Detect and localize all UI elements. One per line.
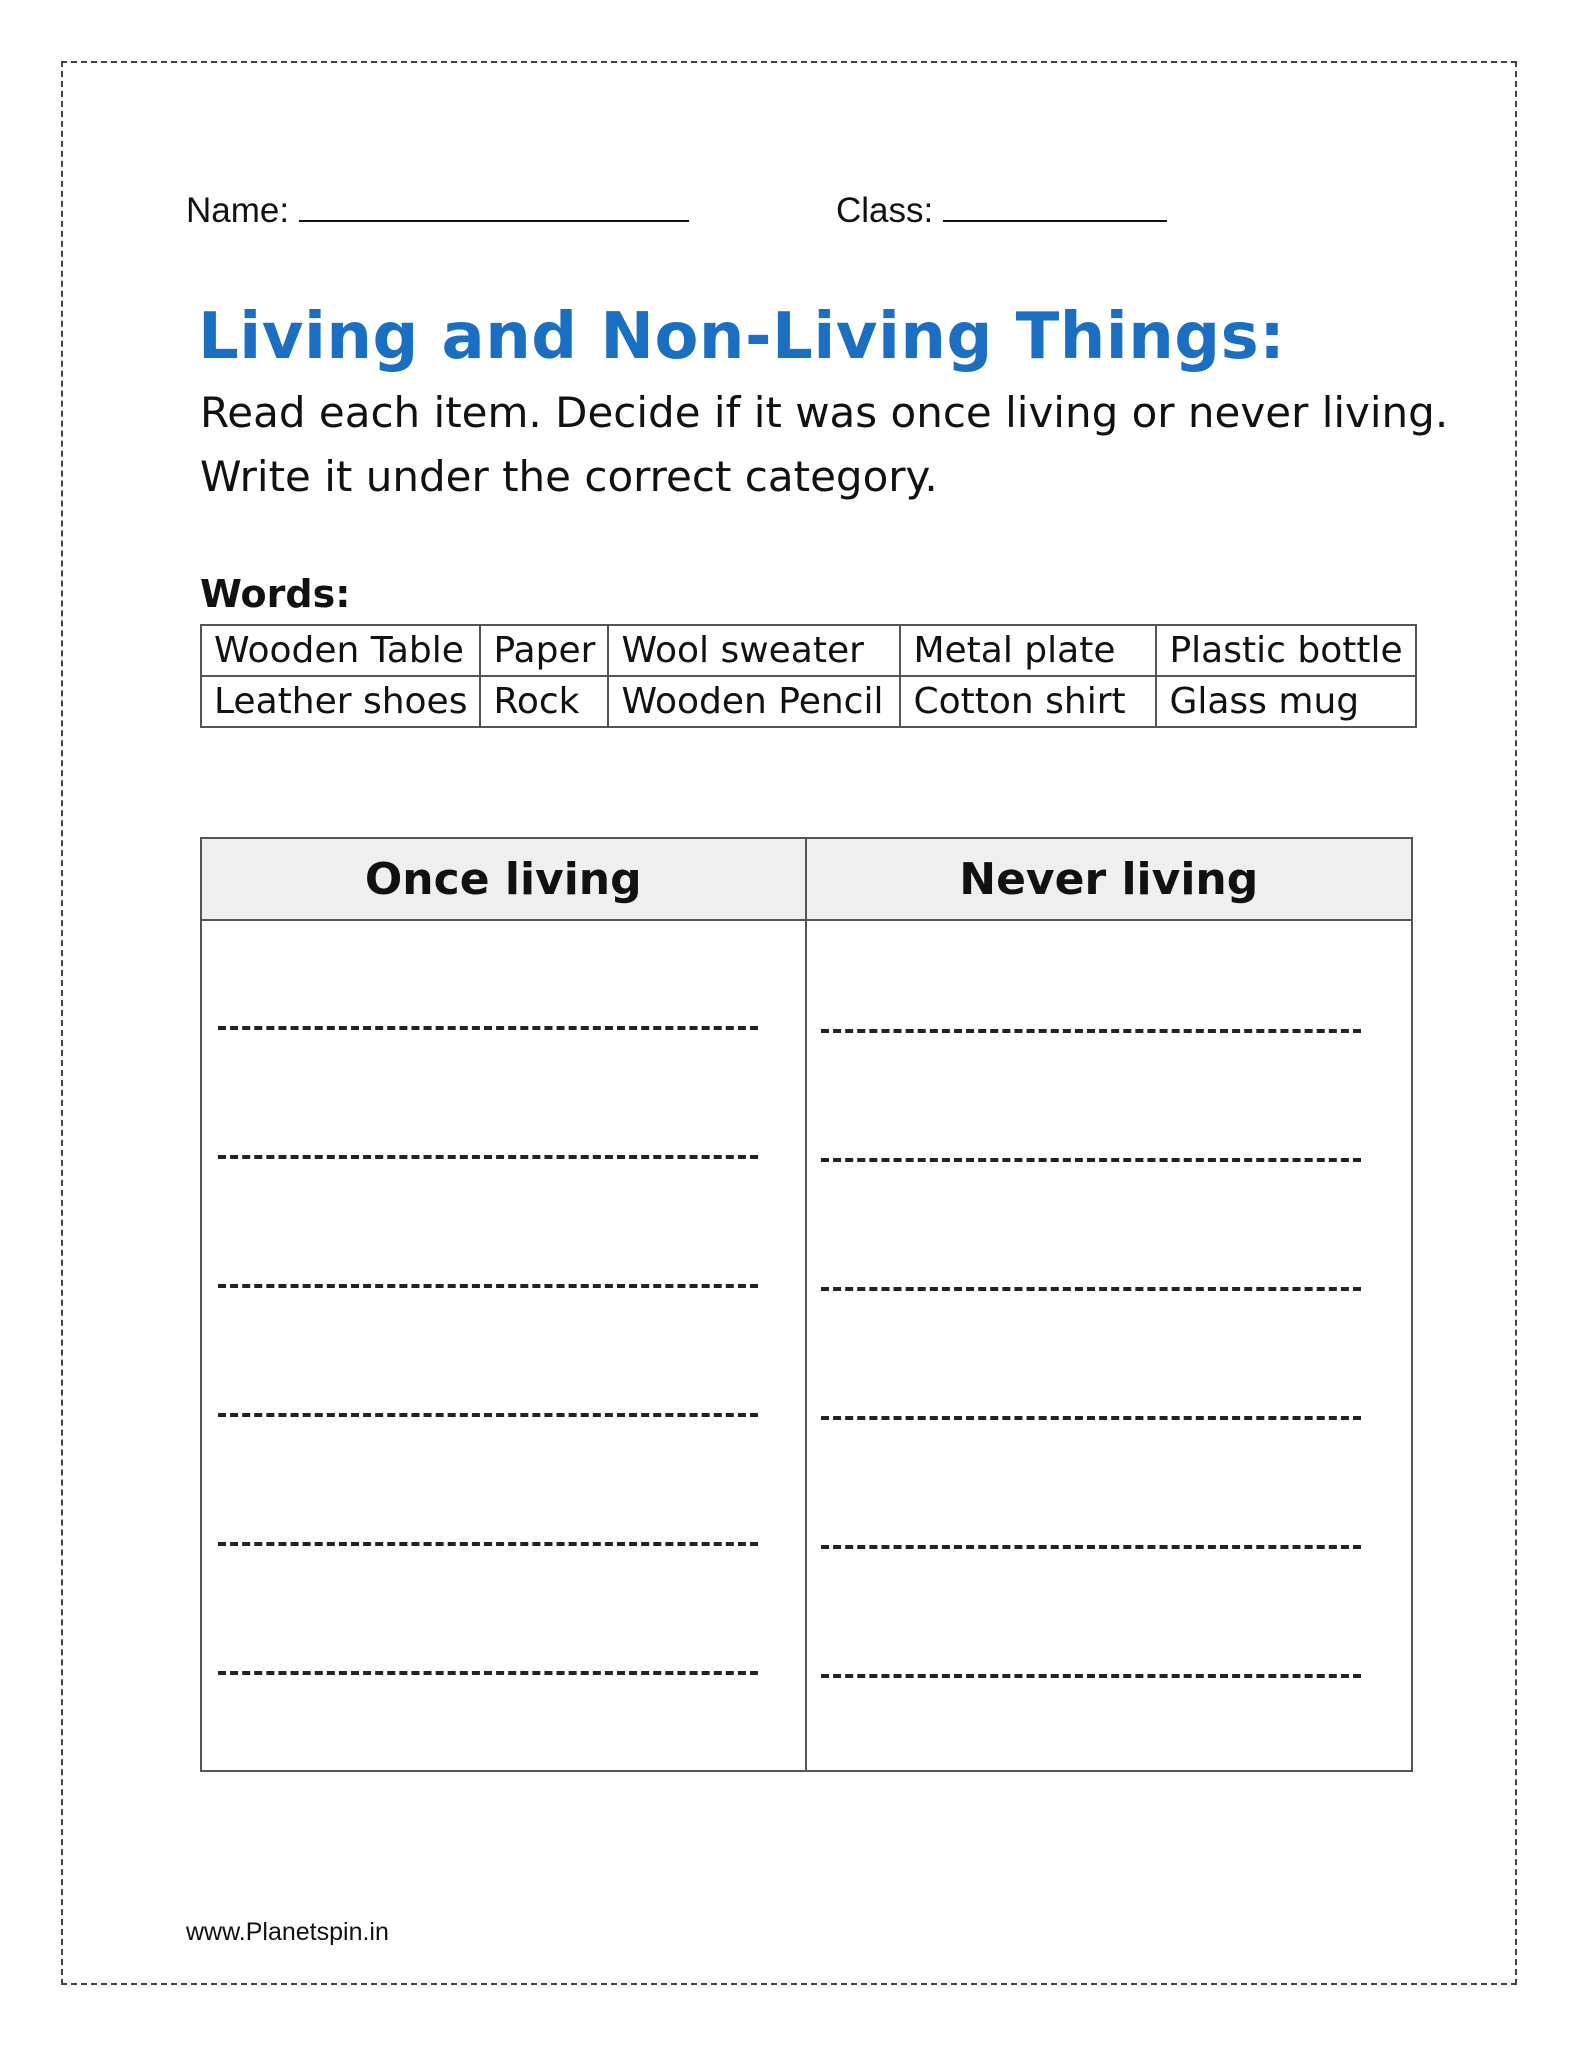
word-cell: Glass mug	[1156, 676, 1415, 727]
answer-line[interactable]	[821, 1287, 1361, 1291]
name-label: Name:	[186, 191, 290, 230]
footer-url: www.Planetspin.in	[186, 1918, 389, 1946]
word-cell: Metal plate	[900, 625, 1156, 676]
word-cell: Wooden Pencil	[608, 676, 900, 727]
answer-line[interactable]	[218, 1542, 758, 1546]
never-living-header: Never living	[807, 839, 1412, 921]
answer-line[interactable]	[821, 1545, 1361, 1549]
answer-line[interactable]	[218, 1155, 758, 1159]
class-blank[interactable]	[943, 190, 1167, 222]
class-field	[836, 190, 1167, 231]
words-label: Words:	[200, 572, 351, 616]
word-cell: Cotton shirt	[900, 676, 1156, 727]
category-table	[200, 837, 1413, 1772]
worksheet-title: Living and Non-Living Things:	[198, 300, 1286, 374]
answer-line[interactable]	[218, 1413, 758, 1417]
name-field	[186, 190, 689, 231]
name-blank[interactable]	[299, 190, 689, 222]
never-living-column	[807, 839, 1412, 1770]
answer-line[interactable]	[218, 1026, 758, 1030]
instruction-line-1: Read each item. Decide if it was once living or never living.	[200, 388, 1449, 437]
answer-line[interactable]	[218, 1284, 758, 1288]
answer-line[interactable]	[218, 1671, 758, 1675]
class-label: Class:	[836, 191, 934, 230]
word-cell: Rock	[480, 676, 608, 727]
answer-line[interactable]	[821, 1158, 1361, 1162]
word-cell: Wool sweater	[608, 625, 900, 676]
word-cell: Wooden Table	[201, 625, 480, 676]
once-living-column	[202, 839, 807, 1770]
word-bank-table	[200, 624, 1417, 728]
answer-line[interactable]	[821, 1416, 1361, 1420]
word-cell: Leather shoes	[201, 676, 480, 727]
word-cell: Paper	[480, 625, 608, 676]
answer-line[interactable]	[821, 1029, 1361, 1033]
once-living-header: Once living	[202, 839, 805, 921]
word-cell: Plastic bottle	[1156, 625, 1415, 676]
answer-line[interactable]	[821, 1674, 1361, 1678]
instruction-line-2: Write it under the correct category.	[200, 452, 938, 501]
word-row	[201, 625, 1416, 676]
word-row	[201, 676, 1416, 727]
